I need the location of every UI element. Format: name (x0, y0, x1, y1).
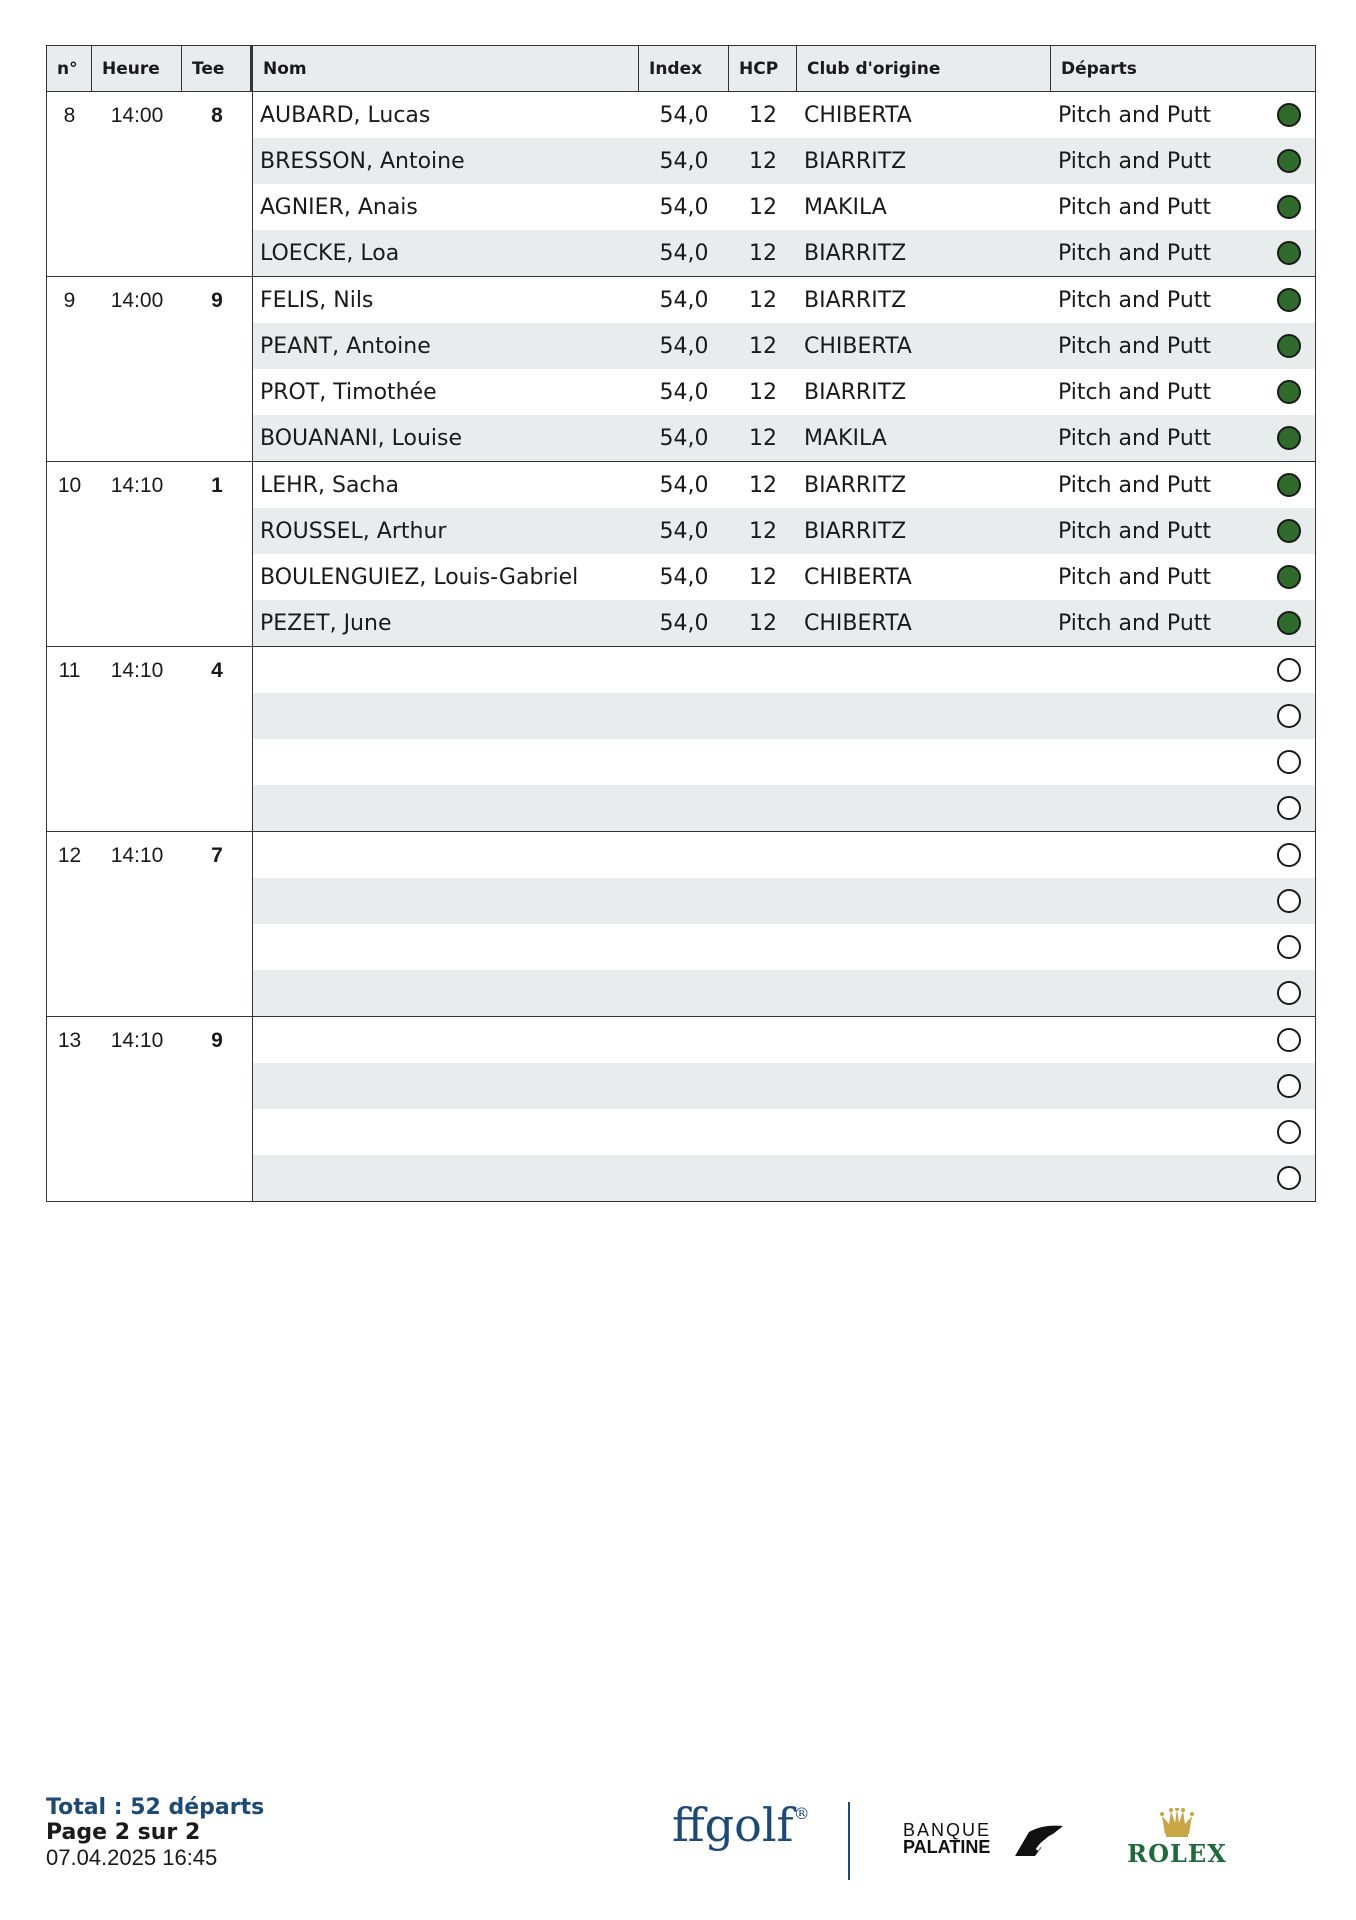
status-cell (1263, 149, 1315, 173)
player-row (253, 323, 1315, 369)
group-number: 12 (57, 844, 82, 867)
status-confirmed-icon (1277, 426, 1301, 450)
player-row (253, 739, 1315, 785)
header-index: Index (639, 46, 729, 91)
status-empty-icon (1277, 935, 1301, 959)
player-club: CHIBERTA (804, 610, 912, 636)
header-club: Club d'origine (797, 46, 1051, 91)
player-row (253, 878, 1315, 924)
status-cell (1263, 565, 1315, 589)
player-row (253, 92, 1315, 138)
player-hcp: 12 (749, 379, 777, 405)
player-index: 54,0 (659, 379, 709, 405)
ffgolf-logo (672, 1798, 810, 1852)
player-index: 54,0 (659, 472, 709, 498)
player-hcp: 12 (749, 564, 777, 590)
status-empty-icon (1277, 1074, 1301, 1098)
player-rows (253, 277, 1315, 461)
player-index: 54,0 (659, 518, 709, 544)
player-row (253, 647, 1315, 693)
ffgolf-wordmark: ffgolf (672, 1798, 794, 1852)
group-tee: 9 (211, 289, 223, 312)
player-hcp: 12 (749, 333, 777, 359)
group-info (47, 277, 253, 461)
tee-group (47, 92, 1315, 277)
player-name: AGNIER, Anais (260, 194, 418, 220)
player-depart: Pitch and Putt (1058, 240, 1212, 266)
palatine-wing-icon (1013, 1824, 1065, 1858)
status-cell (1263, 750, 1315, 774)
status-confirmed-icon (1277, 288, 1301, 312)
player-row (253, 693, 1315, 739)
player-club: BIARRITZ (804, 472, 907, 498)
player-depart: Pitch and Putt (1058, 564, 1212, 590)
player-row (253, 1063, 1315, 1109)
player-depart: Pitch and Putt (1058, 610, 1212, 636)
player-depart: Pitch and Putt (1058, 148, 1212, 174)
player-row (253, 1017, 1315, 1063)
rolex-wordmark: ROLEX (1127, 1839, 1227, 1868)
player-index: 54,0 (659, 240, 709, 266)
status-cell (1263, 889, 1315, 913)
header-heure: Heure (92, 46, 182, 91)
status-cell (1263, 796, 1315, 820)
player-row (253, 462, 1315, 508)
tee-group (47, 277, 1315, 462)
status-confirmed-icon (1277, 103, 1301, 127)
header-no: n° (47, 46, 92, 91)
player-club: CHIBERTA (804, 564, 912, 590)
player-row (253, 1109, 1315, 1155)
player-row (253, 138, 1315, 184)
status-confirmed-icon (1277, 149, 1301, 173)
group-time: 14:00 (110, 104, 164, 127)
status-cell (1263, 334, 1315, 358)
player-hcp: 12 (749, 287, 777, 313)
group-time: 14:10 (110, 1029, 164, 1052)
player-club: MAKILA (804, 194, 887, 220)
player-rows (253, 462, 1315, 646)
player-name: PROT, Timothée (260, 379, 437, 405)
player-name: AUBARD, Lucas (260, 102, 431, 128)
player-hcp: 12 (749, 610, 777, 636)
player-index: 54,0 (659, 333, 709, 359)
header-nom: Nom (253, 46, 639, 91)
player-name: FELIS, Nils (260, 287, 374, 313)
header-hcp: HCP (729, 46, 797, 91)
logo-divider (848, 1802, 850, 1880)
player-club: BIARRITZ (804, 379, 907, 405)
player-rows (253, 832, 1315, 1016)
group-time: 14:10 (110, 659, 164, 682)
player-depart: Pitch and Putt (1058, 472, 1212, 498)
status-confirmed-icon (1277, 519, 1301, 543)
player-club: CHIBERTA (804, 333, 912, 359)
group-info (47, 647, 253, 831)
player-hcp: 12 (749, 102, 777, 128)
group-info (47, 1017, 253, 1201)
group-info (47, 92, 253, 276)
player-index: 54,0 (659, 610, 709, 636)
status-empty-icon (1277, 658, 1301, 682)
tee-time-table (46, 45, 1316, 1202)
player-rows (253, 1017, 1315, 1201)
status-confirmed-icon (1277, 611, 1301, 635)
player-row (253, 277, 1315, 323)
player-index: 54,0 (659, 564, 709, 590)
status-cell (1263, 519, 1315, 543)
player-name: BOUANANI, Louise (260, 425, 462, 451)
player-hcp: 12 (749, 472, 777, 498)
banque-palatine-line1: BANQUE (903, 1820, 992, 1840)
status-empty-icon (1277, 750, 1301, 774)
group-tee: 9 (211, 1029, 223, 1052)
footer (46, 1795, 264, 1870)
status-cell (1263, 288, 1315, 312)
status-confirmed-icon (1277, 565, 1301, 589)
player-club: MAKILA (804, 425, 887, 451)
status-empty-icon (1277, 843, 1301, 867)
status-cell (1263, 1028, 1315, 1052)
player-row (253, 600, 1315, 646)
player-club: BIARRITZ (804, 240, 907, 266)
group-number: 9 (63, 289, 76, 312)
tee-group (47, 647, 1315, 832)
player-depart: Pitch and Putt (1058, 102, 1212, 128)
player-index: 54,0 (659, 194, 709, 220)
print-date: 07.04.2025 16:45 (46, 1845, 218, 1870)
player-row (253, 230, 1315, 276)
player-depart: Pitch and Putt (1058, 194, 1212, 220)
player-rows (253, 647, 1315, 831)
player-row (253, 1155, 1315, 1201)
group-info (47, 832, 253, 1016)
group-info (47, 462, 253, 646)
status-cell (1263, 704, 1315, 728)
status-empty-icon (1277, 889, 1301, 913)
player-hcp: 12 (749, 518, 777, 544)
group-number: 8 (63, 104, 76, 127)
status-cell (1263, 195, 1315, 219)
banque-palatine-logo (903, 1822, 991, 1856)
groups-container (47, 92, 1315, 1201)
header-departs: Départs (1061, 58, 1137, 79)
group-time: 14:00 (110, 289, 164, 312)
player-row (253, 184, 1315, 230)
player-club: BIARRITZ (804, 287, 907, 313)
page-number: Page 2 sur 2 (46, 1820, 201, 1845)
player-index: 54,0 (659, 425, 709, 451)
status-empty-icon (1277, 1120, 1301, 1144)
group-number: 11 (58, 659, 81, 682)
status-confirmed-icon (1277, 380, 1301, 404)
group-time: 14:10 (110, 474, 164, 497)
player-index: 54,0 (659, 148, 709, 174)
status-empty-icon (1277, 1028, 1301, 1052)
status-cell (1263, 426, 1315, 450)
player-depart: Pitch and Putt (1058, 425, 1212, 451)
player-hcp: 12 (749, 148, 777, 174)
status-cell (1263, 658, 1315, 682)
player-name: LOECKE, Loa (260, 240, 400, 266)
rolex-crown-icon (1160, 1808, 1194, 1838)
player-name: PEZET, June (260, 610, 392, 636)
player-row (253, 415, 1315, 461)
status-empty-icon (1277, 981, 1301, 1005)
player-row (253, 970, 1315, 1016)
table-header (47, 46, 1315, 92)
group-tee: 7 (211, 844, 223, 867)
banque-palatine-line2: PALATINE (903, 1837, 991, 1857)
player-row (253, 785, 1315, 831)
group-tee: 8 (211, 104, 223, 127)
player-index: 54,0 (659, 287, 709, 313)
player-name: BRESSON, Antoine (260, 148, 465, 174)
player-depart: Pitch and Putt (1058, 287, 1212, 313)
player-hcp: 12 (749, 194, 777, 220)
player-index: 54,0 (659, 102, 709, 128)
status-cell (1263, 981, 1315, 1005)
player-name: LEHR, Sacha (260, 472, 399, 498)
player-row (253, 554, 1315, 600)
player-hcp: 12 (749, 425, 777, 451)
player-depart: Pitch and Putt (1058, 518, 1212, 544)
rolex-logo (1125, 1808, 1229, 1866)
player-row (253, 924, 1315, 970)
tee-group (47, 1017, 1315, 1201)
player-club: CHIBERTA (804, 102, 912, 128)
total-departs: Total : 52 départs (46, 1795, 265, 1820)
player-rows (253, 92, 1315, 276)
player-hcp: 12 (749, 240, 777, 266)
status-confirmed-icon (1277, 473, 1301, 497)
player-depart: Pitch and Putt (1058, 333, 1212, 359)
player-name: BOULENGUIEZ, Louis-Gabriel (260, 564, 579, 590)
status-cell (1263, 1074, 1315, 1098)
player-club: BIARRITZ (804, 518, 907, 544)
player-name: ROUSSEL, Arthur (260, 518, 447, 544)
status-empty-icon (1277, 1166, 1301, 1190)
player-club: BIARRITZ (804, 148, 907, 174)
status-cell (1263, 611, 1315, 635)
status-cell (1263, 241, 1315, 265)
status-cell (1263, 843, 1315, 867)
tee-group (47, 832, 1315, 1017)
group-time: 14:10 (110, 844, 164, 867)
status-empty-icon (1277, 704, 1301, 728)
player-depart: Pitch and Putt (1058, 379, 1212, 405)
registered-icon: ® (793, 1803, 810, 1823)
status-cell (1263, 935, 1315, 959)
player-row (253, 832, 1315, 878)
status-cell (1263, 473, 1315, 497)
status-confirmed-icon (1277, 195, 1301, 219)
status-cell (1263, 1120, 1315, 1144)
status-confirmed-icon (1277, 334, 1301, 358)
group-number: 10 (57, 474, 82, 497)
player-row (253, 369, 1315, 415)
player-row (253, 508, 1315, 554)
tee-group (47, 462, 1315, 647)
status-cell (1263, 1166, 1315, 1190)
status-cell (1263, 103, 1315, 127)
header-tee: Tee (182, 46, 253, 91)
player-name: PEANT, Antoine (260, 333, 431, 359)
status-confirmed-icon (1277, 241, 1301, 265)
group-number: 13 (57, 1029, 82, 1052)
group-tee: 1 (211, 474, 223, 497)
status-empty-icon (1277, 796, 1301, 820)
status-cell (1263, 380, 1315, 404)
group-tee: 4 (211, 659, 223, 682)
